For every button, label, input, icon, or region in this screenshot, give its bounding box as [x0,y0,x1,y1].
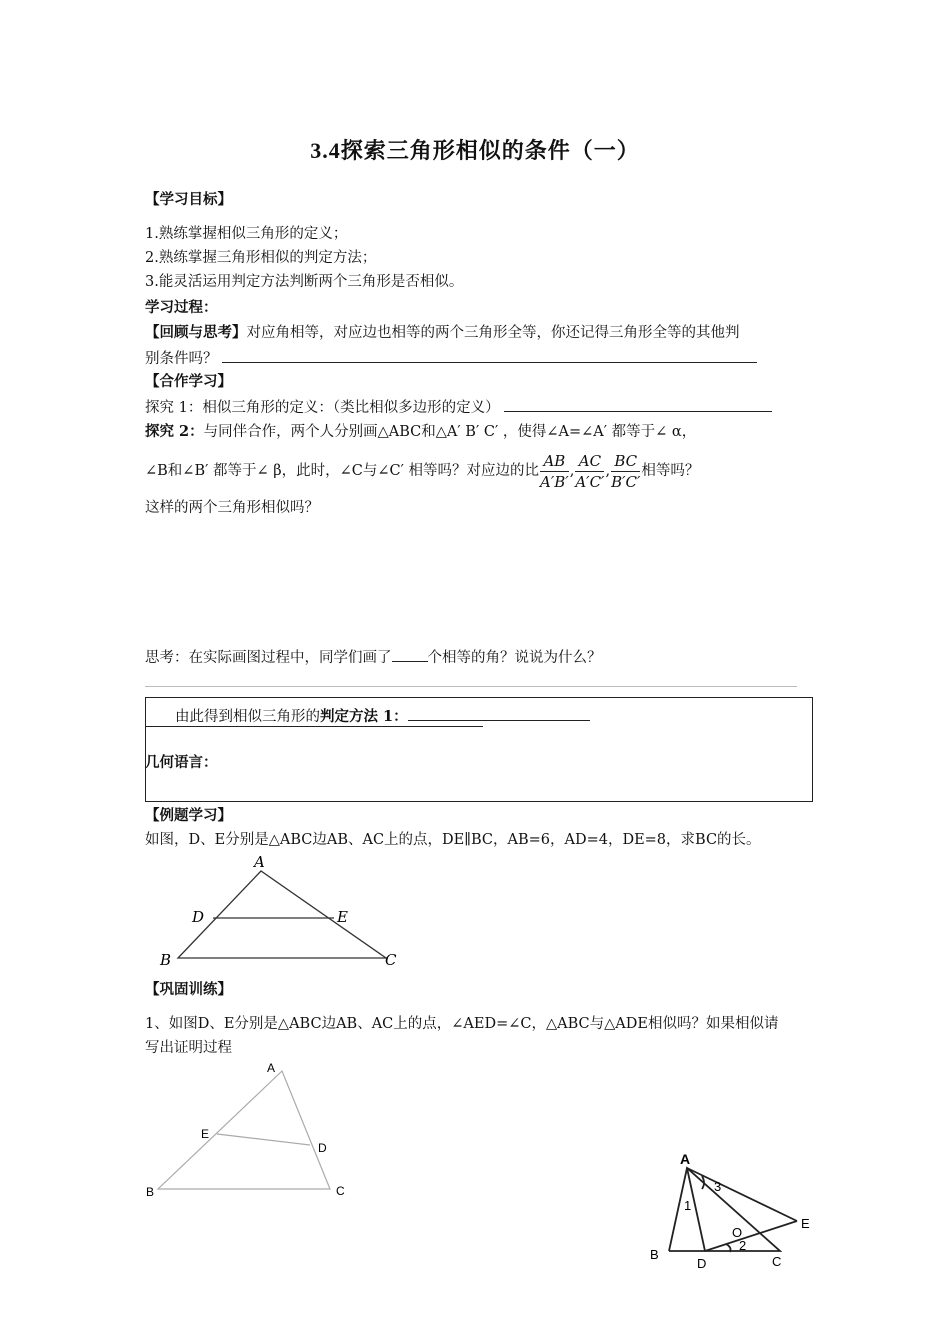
label-b: B [160,951,172,969]
example-heading: 【例题学习】 [145,807,232,824]
goal-item-2: 2.熟练掌握三角形相似的判定方法； [145,250,377,266]
ratio-ab: $\frac{AB}{A'B'}$ [540,451,569,491]
label-a: A [254,853,265,871]
goals-heading: 【学习目标】 [145,191,232,208]
practice-q1-line-2: 写出证明过程 [145,1040,232,1056]
practice-figure-1 [140,1058,360,1203]
practice-q1-line-1: 1、如图D、E分别是△ABC边AB、AC上的点，∠AED=∠C，△ABC与△ADE相似吗？如果相似请 [145,1016,779,1032]
svg-text:1: 1 [684,1198,692,1213]
explore-1-blank[interactable] [504,397,772,412]
process-heading: 学习过程： [145,299,218,316]
think-blank[interactable] [392,647,428,662]
explore-2-end: 相等吗？ [641,463,700,479]
svg-text:A: A [680,1151,691,1167]
think-line [145,647,602,668]
label-d: D [192,908,205,926]
explore-2-line-3: ∠B和∠B′ 都等于∠ β，此时，∠C与∠C′ 相等吗？对应边的比 $\frac{AB}{A'B'}$ , $\frac{AC}{A'C'}$ , $\frac{BC}{B'C'}$ 相等吗？ [145,451,700,491]
label-e: E [337,908,348,926]
think-text-before: 思考：在实际画图过程中，同学们画了 [145,650,392,666]
method-line-1 [145,706,590,727]
explore-2-text-3: ∠B和∠B′ 都等于∠ β，此时，∠C与∠C′ 相等吗？对应边的比 [145,463,540,479]
practice-heading: 【巩固训练】 [145,981,232,998]
review-answer-blank[interactable] [222,348,757,363]
page-title: 3.4探索三角形相似的条件（一） [310,138,640,163]
ratio-bc: $\frac{BC}{B'C'}$ [611,451,641,491]
goal-item-3: 3.能灵活运用判定方法判断两个三角形是否相似。 [145,274,464,290]
review-line-1 [145,323,740,343]
review-text: 对应角相等，对应边也相等的两个三角形全等，你还记得三角形全等的其他判 [246,325,740,341]
explore-2-label: 探究 2： [145,423,204,440]
explore-1 [145,397,772,418]
svg-text:D: D [697,1256,707,1271]
method-blank-2[interactable] [145,726,483,727]
svg-text:C: C [772,1254,782,1269]
ratio-ac: $\frac{AC}{A'C'}$ [575,451,605,491]
svg-text:A: A [267,1061,276,1075]
method-blank-1[interactable] [408,706,590,721]
review-label: 【回顾与思考】 [145,324,247,341]
svg-text:D: D [318,1141,327,1155]
explore-2 [145,422,696,442]
think-text-after: 个相等的角？说说为什么？ [427,650,602,666]
label-c: C [385,951,397,969]
coop-heading: 【合作学习】 [145,373,232,390]
explore-2-line-4: 这样的两个三角形相似吗？ [145,500,319,516]
svg-text:O: O [732,1225,743,1240]
method-label: 判定方法 1： [320,708,408,725]
svg-text:C: C [336,1184,345,1198]
geometry-language: 几何语言： [145,754,218,771]
svg-text:E: E [801,1216,810,1231]
svg-text:B: B [146,1185,155,1199]
divider [145,686,797,687]
example-figure [140,850,420,975]
explore-1-text: 探究 1：相似三角形的定义：（类比相似多边形的定义） [145,400,500,416]
example-text: 如图，D、E分别是△ABC边AB、AC上的点，DE∥BC，AB=6，AD=4，DE=8，求BC的长。 [145,832,761,848]
review-line-2 [145,348,757,369]
goal-item-1: 1.熟练掌握相似三角形的定义； [145,226,348,242]
explore-2-text: 与同伴合作，两个人分别画△ABC和△A′ B′ C′ ，使得∠A=∠A′ 都等于∠ α， [203,424,697,440]
svg-text:B: B [650,1247,659,1262]
review-text-2: 别条件吗？ [145,351,218,367]
svg-text:2: 2 [739,1238,747,1253]
method-lead: 由此得到相似三角形的 [175,709,320,725]
svg-text:E: E [201,1127,210,1141]
practice-figure-2 [640,1148,825,1273]
svg-text:3: 3 [714,1179,722,1194]
